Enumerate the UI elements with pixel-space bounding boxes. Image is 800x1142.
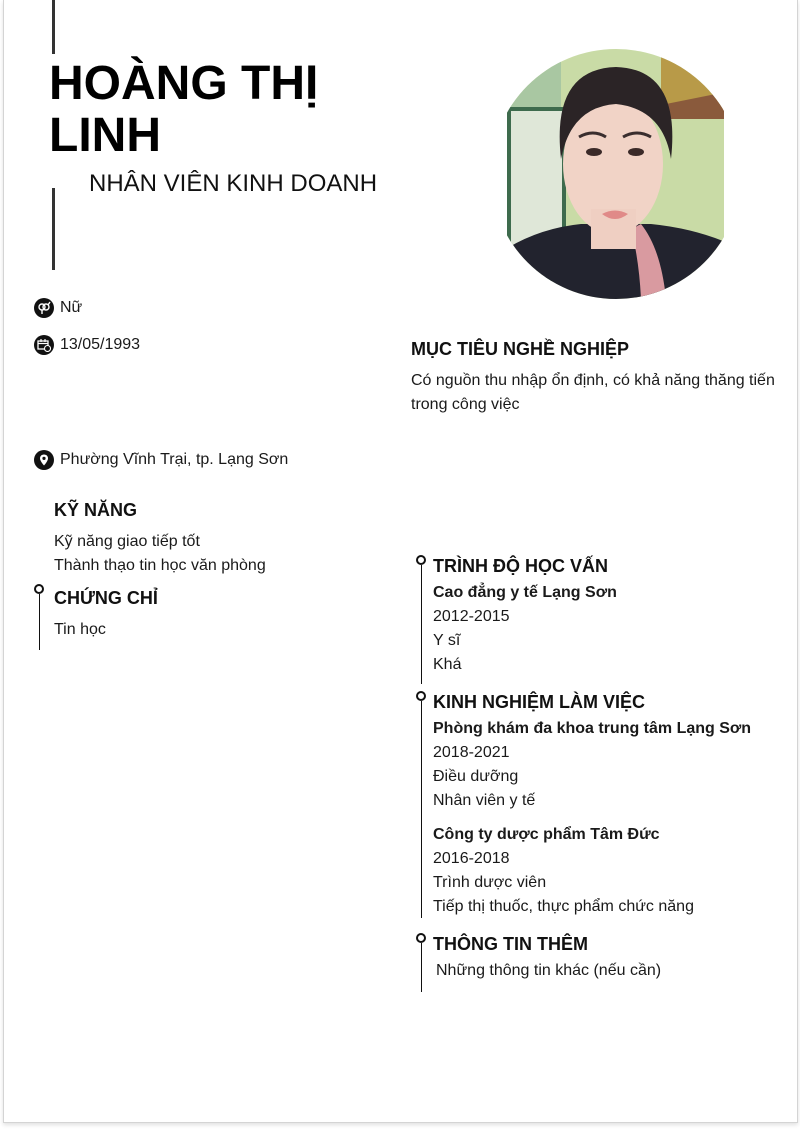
certificates-title: CHỨNG CHỈ — [54, 588, 158, 608]
location-pin-icon — [34, 450, 54, 470]
job-period: 2018-2021 — [433, 744, 510, 761]
education-title: TRÌNH ĐỘ HỌC VẤN — [433, 556, 608, 576]
education-school: Cao đẳng y tế Lạng Sơn — [433, 584, 617, 601]
header-bar-top — [52, 0, 55, 54]
birthdate-row — [34, 335, 140, 355]
timeline-dot — [416, 933, 426, 943]
career-objective-line-2: trong công việc — [411, 396, 520, 413]
job-period: 2016-2018 — [433, 850, 510, 867]
additional-info-text: Những thông tin khác (nếu cần) — [436, 962, 662, 979]
timeline-line — [421, 943, 422, 992]
timeline-line — [39, 594, 40, 650]
additional-info-title: THÔNG TIN THÊM — [433, 934, 588, 954]
job-description: Tiếp thị thuốc, thực phẩm chức năng — [433, 898, 694, 915]
birthdate-value: 13/05/1993 — [60, 336, 141, 353]
education-details — [433, 581, 617, 677]
name-line-2: LINH — [49, 109, 161, 162]
experience-job — [433, 717, 751, 813]
job-position: Trình dược viên — [433, 874, 547, 891]
job-company: Phòng khám đa khoa trung tâm Lạng Sơn — [433, 720, 752, 737]
portrait-image — [491, 49, 741, 299]
profile-photo — [491, 49, 741, 299]
education-major: Y sĩ — [433, 632, 461, 649]
skills-list — [54, 530, 266, 578]
gender-value: Nữ — [60, 299, 83, 316]
timeline-dot — [416, 555, 426, 565]
career-objective-title: MỤC TIÊU NGHỀ NGHIỆP — [411, 339, 630, 359]
career-objective-line-1: Có nguồn thu nhập ổn định, có khả năng thăng tiến — [411, 372, 775, 389]
timeline-line — [421, 565, 422, 684]
career-objective-text — [411, 369, 775, 417]
name-line-1: HOÀNG THỊ — [49, 57, 319, 110]
skills-title: KỸ NĂNG — [54, 500, 138, 520]
job-description: Nhân viên y tế — [433, 792, 536, 809]
job-position: Điều dưỡng — [433, 768, 519, 785]
skill-item: Kỹ năng giao tiếp tốt — [54, 533, 200, 550]
certificate-item: Tin học — [54, 621, 106, 638]
education-grade: Khá — [433, 656, 462, 673]
experience-job — [433, 823, 694, 919]
timeline-dot — [34, 584, 44, 594]
job-company: Công ty dược phẩm Tâm Đức — [433, 826, 660, 843]
header-bar-bottom — [52, 188, 55, 270]
experience-title: KINH NGHIỆM LÀM VIỆC — [433, 692, 646, 712]
candidate-name — [49, 58, 318, 162]
job-title: NHÂN VIÊN KINH DOANH — [89, 170, 378, 197]
timeline-dot — [416, 691, 426, 701]
timeline-line — [421, 701, 422, 918]
skill-item: Thành thạo tin học văn phòng — [54, 557, 266, 574]
gender-row — [34, 298, 82, 318]
education-period: 2012-2015 — [433, 608, 510, 625]
address-row — [34, 450, 288, 470]
gender-icon — [34, 298, 54, 318]
calendar-icon — [34, 335, 54, 355]
address-value: Phường Vĩnh Trại, tp. Lạng Sơn — [60, 451, 289, 468]
